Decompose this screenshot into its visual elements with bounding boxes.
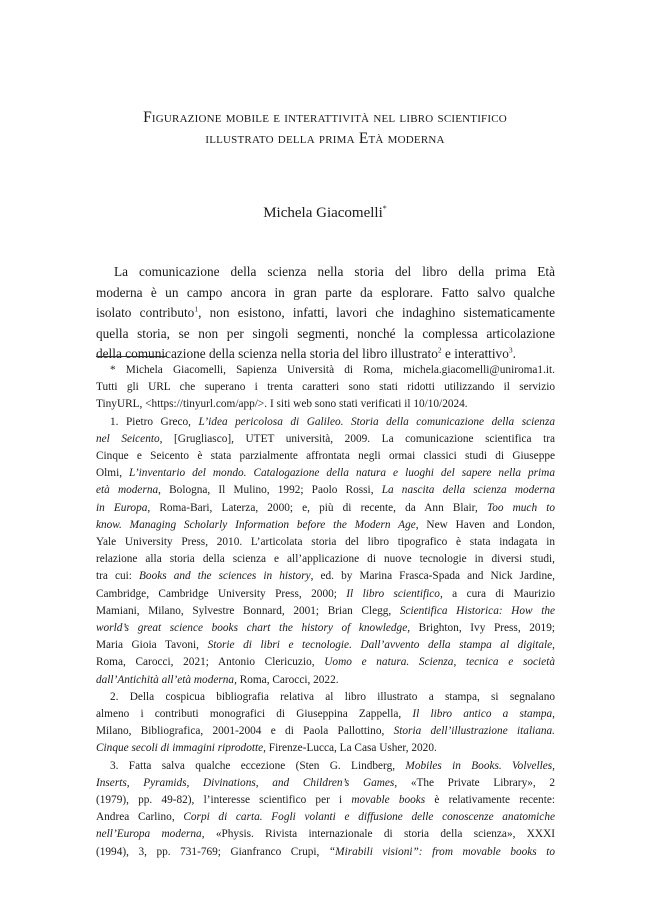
- body-line: La comunicazione della scienza nella storia del libro della prima Età: [114, 264, 555, 279]
- author: [0, 205, 650, 222]
- body-line: quella storia, se non per singoli segmenti, nonché la complessa articolazione: [96, 325, 555, 341]
- footnote-author: * Michela Giacomelli, Sapienza Università di Roma, michela.giacomelli@uniroma1.it. Tutti gli URL che superano i trenta caratteri sono stati ridotti utilizzando il servizio TinyURL, <https://tinyurl.com/app/>. I siti web sono stati verificati il 10/10/2024.: [96, 364, 555, 411]
- footnote-separator: [96, 356, 166, 357]
- footnote-2: 2. Della cospicua bibliografia relativa al libro illustrato a stampa, si segnalano almeno i contributi monografici di Giuseppina Zappella, Il libro antico a stampa, Milano, Bibliografica, 2001-2004 e di Paola Pallottino, Storia dell’illustrazione italiana. Cinque secoli di immagini riprodotte, Firenze-Lucca, La Casa Usher, 2020.: [96, 690, 555, 755]
- body-paragraph: [96, 262, 555, 365]
- title-line-1: Figurazione mobile e interattività nel libro scientifico: [143, 109, 507, 126]
- paper-title: [60, 107, 590, 149]
- footnote-ref: 1: [194, 304, 199, 314]
- footnote-ref: 3: [508, 345, 513, 355]
- footnote-ref: 2: [437, 345, 442, 355]
- body-line: moderna è un campo ancora in gran parte da esplorare. Fatto salvo qualche: [96, 284, 555, 300]
- footnote-1: 1. Pietro Greco, L’idea pericolosa di Galileo. Storia della comunicazione della scienza nel Seicento, [Grugliasco], UTET università, 2009. La comunicazione scientifica tra Cinque e Seicento è stata parzialmente affrontata negli ormai classici studi di Giuseppe Olmi, L’inventario del mondo. Catalogazione della natura e luoghi del sapere nella prima età moderna, Bologna, Il Mulino, 1992; Paolo Rossi, La nascita della scienza moderna in Europa, Roma-Bari, Laterza, 2000; e, più di recente, da Ann Blair, Too much to know. Managing Scholarly Information before the Modern Age, New Haven and London, Yale University Press, 2010. L’articolata storia del libro tipografico è stata indagata in relazione alla storia della scienza e all’applicazione di nuove tecnologie in diversi studi, tra cui: Books and the sciences in history, ed. by Marina Frasca-Spada and Nick Jardine, Cambridge, Cambridge University Press, 2000; Il libro scientifico, a cura di Maurizio Mamiani, Milano, Sylvestre Bonnard, 2001; Brian Clegg, Scientifica Historica: How the world’s great science books chart the history of knowledge, Brighton, Ivy Press, 2019; Maria Gioia Tavoni, Storie di libri e tecnologie. Dall’avvento della stampa al digitale, Roma, Carocci, 2021; Antonio Clericuzio, Uomo e natura. Scienza, tecnica e società dall’Antichità all’età moderna, Roma, Carocci, 2022.: [96, 415, 556, 686]
- author-footnote-mark: *: [382, 204, 387, 213]
- body-line: della comunicazione della scienza nella storia del libro illustrato$^2$ e interattivo$^3$.: [96, 345, 516, 362]
- author-name: Michela Giacomelli: [263, 205, 383, 221]
- title-line-2: illustrato della prima Età moderna: [205, 130, 445, 147]
- body-line: isolato contributo$^1$, non esistono, infatti, lavori che indaghino sistematicamente: [96, 304, 555, 321]
- footnote-3: 3. Fatta salva qualche eccezione (Sten G. Lindberg, Mobiles in Books. Volvelles, Inserts, Pyramids, Divinations, and Children’s Games, «The Private Library», 2 (1979), pp. 49-82), l’interesse scientifico per i movable books è relativamente recente: Andrea Carlino, Corpi di carta. Fogli volanti e diffusione delle conoscenze anatomiche nell’Europa moderna, «Physis. Rivista internazionale di storia della scienza», XXXI (1994), 3, pp. 731-769; Gianfranco Crupi, “Mirabili visioni”: from movable books to: [96, 759, 556, 858]
- footnotes: [96, 362, 555, 861]
